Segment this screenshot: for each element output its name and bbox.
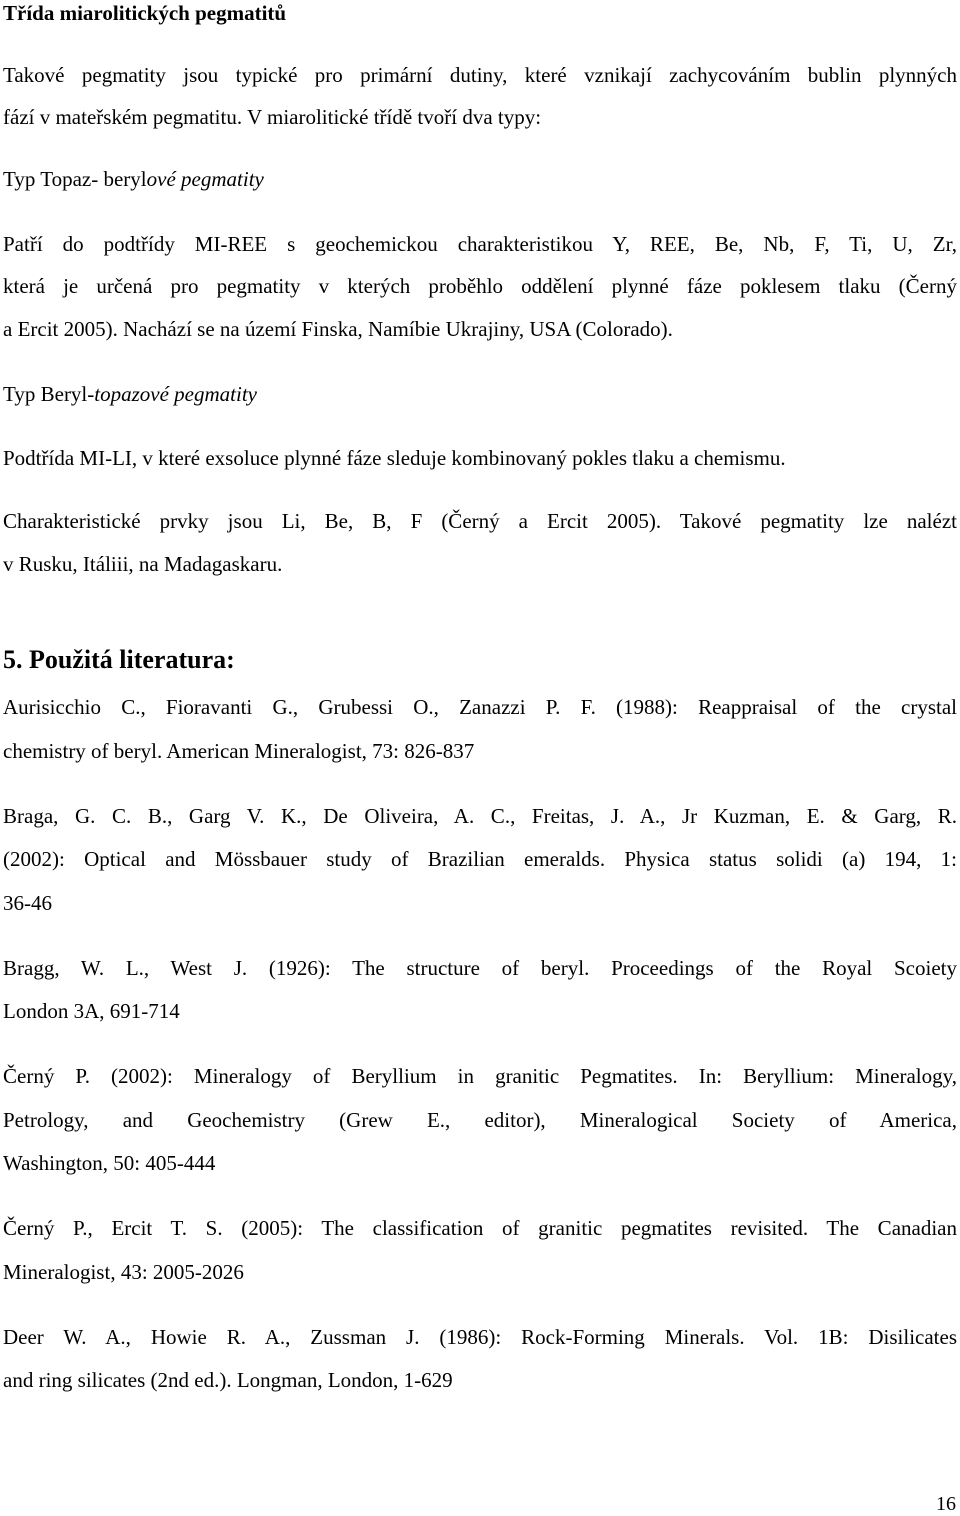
type-title-plain: Typ Beryl- [3,382,95,406]
reference-line: Deer W. A., Howie R. A., Zussman J. (1986): Rock-Forming Minerals. Vol. 1B: Disilicates [3,1325,957,1349]
reference-line: Petrology, and Geochemistry (Grew E., editor), Mineralogical Society of America, [3,1108,957,1132]
reference-line: and ring silicates (2nd ed.). Longman, London, 1-629 [3,1368,453,1392]
type-paragraph-line: Charakteristické prvky jsou Li, Be, B, F (Černý a Ercit 2005). Takové pegmatity lze nalézt [3,509,957,533]
reference-line: London 3A, 691-714 [3,999,180,1023]
reference-line: Bragg, W. L., West J. (1926): The structure of beryl. Proceedings of the Royal Scoiety [3,956,957,980]
intro-paragraph-line: fází v mateřském pegmatitu. V miarolitické třídě tvoří dva typy: [3,105,542,129]
type-paragraph-line: která je určená pro pegmatity v kterých proběhlo oddělení plynné fáze poklesem tlaku (Černý [3,274,957,298]
type-paragraph-line: Patří do podtřídy MI-REE s geochemickou charakteristikou Y, REE, Be, Nb, F, Ti, U, Zr, [3,232,957,256]
type-title-plain: Typ Topaz- beryl [3,167,147,191]
reference-line: Černý P., Ercit T. S. (2005): The classification of granitic pegmatites revisited. The Canadian [3,1216,957,1240]
type-title [3,166,264,192]
type-paragraph-line: v Rusku, Itáliii, na Madagaskaru. [3,552,283,576]
type-title-italic: topazové pegmatity [94,382,257,406]
reference-line: Černý P. (2002): Mineralogy of Beryllium in granitic Pegmatites. In: Beryllium: Mineralogy, [3,1064,957,1088]
reference-line: Washington, 50: 405-444 [3,1151,216,1175]
type-paragraph-line: Podtřída MI-LI, v které exsoluce plynné fáze sleduje kombinovaný pokles tlaku a chemismu. [3,446,786,470]
intro-paragraph-line: Takové pegmatity jsou typické pro primární dutiny, které vznikají zachycováním bublin plynných [3,63,957,87]
reference-line: Braga, G. C. B., Garg V. K., De Oliveira, A. C., Freitas, J. A., Jr Kuzman, E. & Garg, R. [3,804,957,828]
reference-line: chemistry of beryl. American Mineralogist, 73: 826-837 [3,739,475,763]
reference-line: Mineralogist, 43: 2005-2026 [3,1260,244,1284]
page-number: 16 [936,1493,956,1515]
type-title-italic: ové pegmatity [146,167,264,191]
literature-title: 5. Použitá literatura: [3,645,235,674]
reference-line: 36-46 [3,891,52,915]
section-heading: Třída miarolitických pegmatitů [3,1,287,25]
reference-line: Aurisicchio C., Fioravanti G., Grubessi O., Zanazzi P. F. (1988): Reappraisal of the crystal [3,695,957,719]
type-title [3,381,257,407]
reference-line: (2002): Optical and Mössbauer study of Brazilian emeralds. Physica status solidi (a) 194, 1: [3,847,957,871]
type-paragraph-line: a Ercit 2005). Nachází se na území Finska, Namíbie Ukrajiny, USA (Colorado). [3,317,673,341]
